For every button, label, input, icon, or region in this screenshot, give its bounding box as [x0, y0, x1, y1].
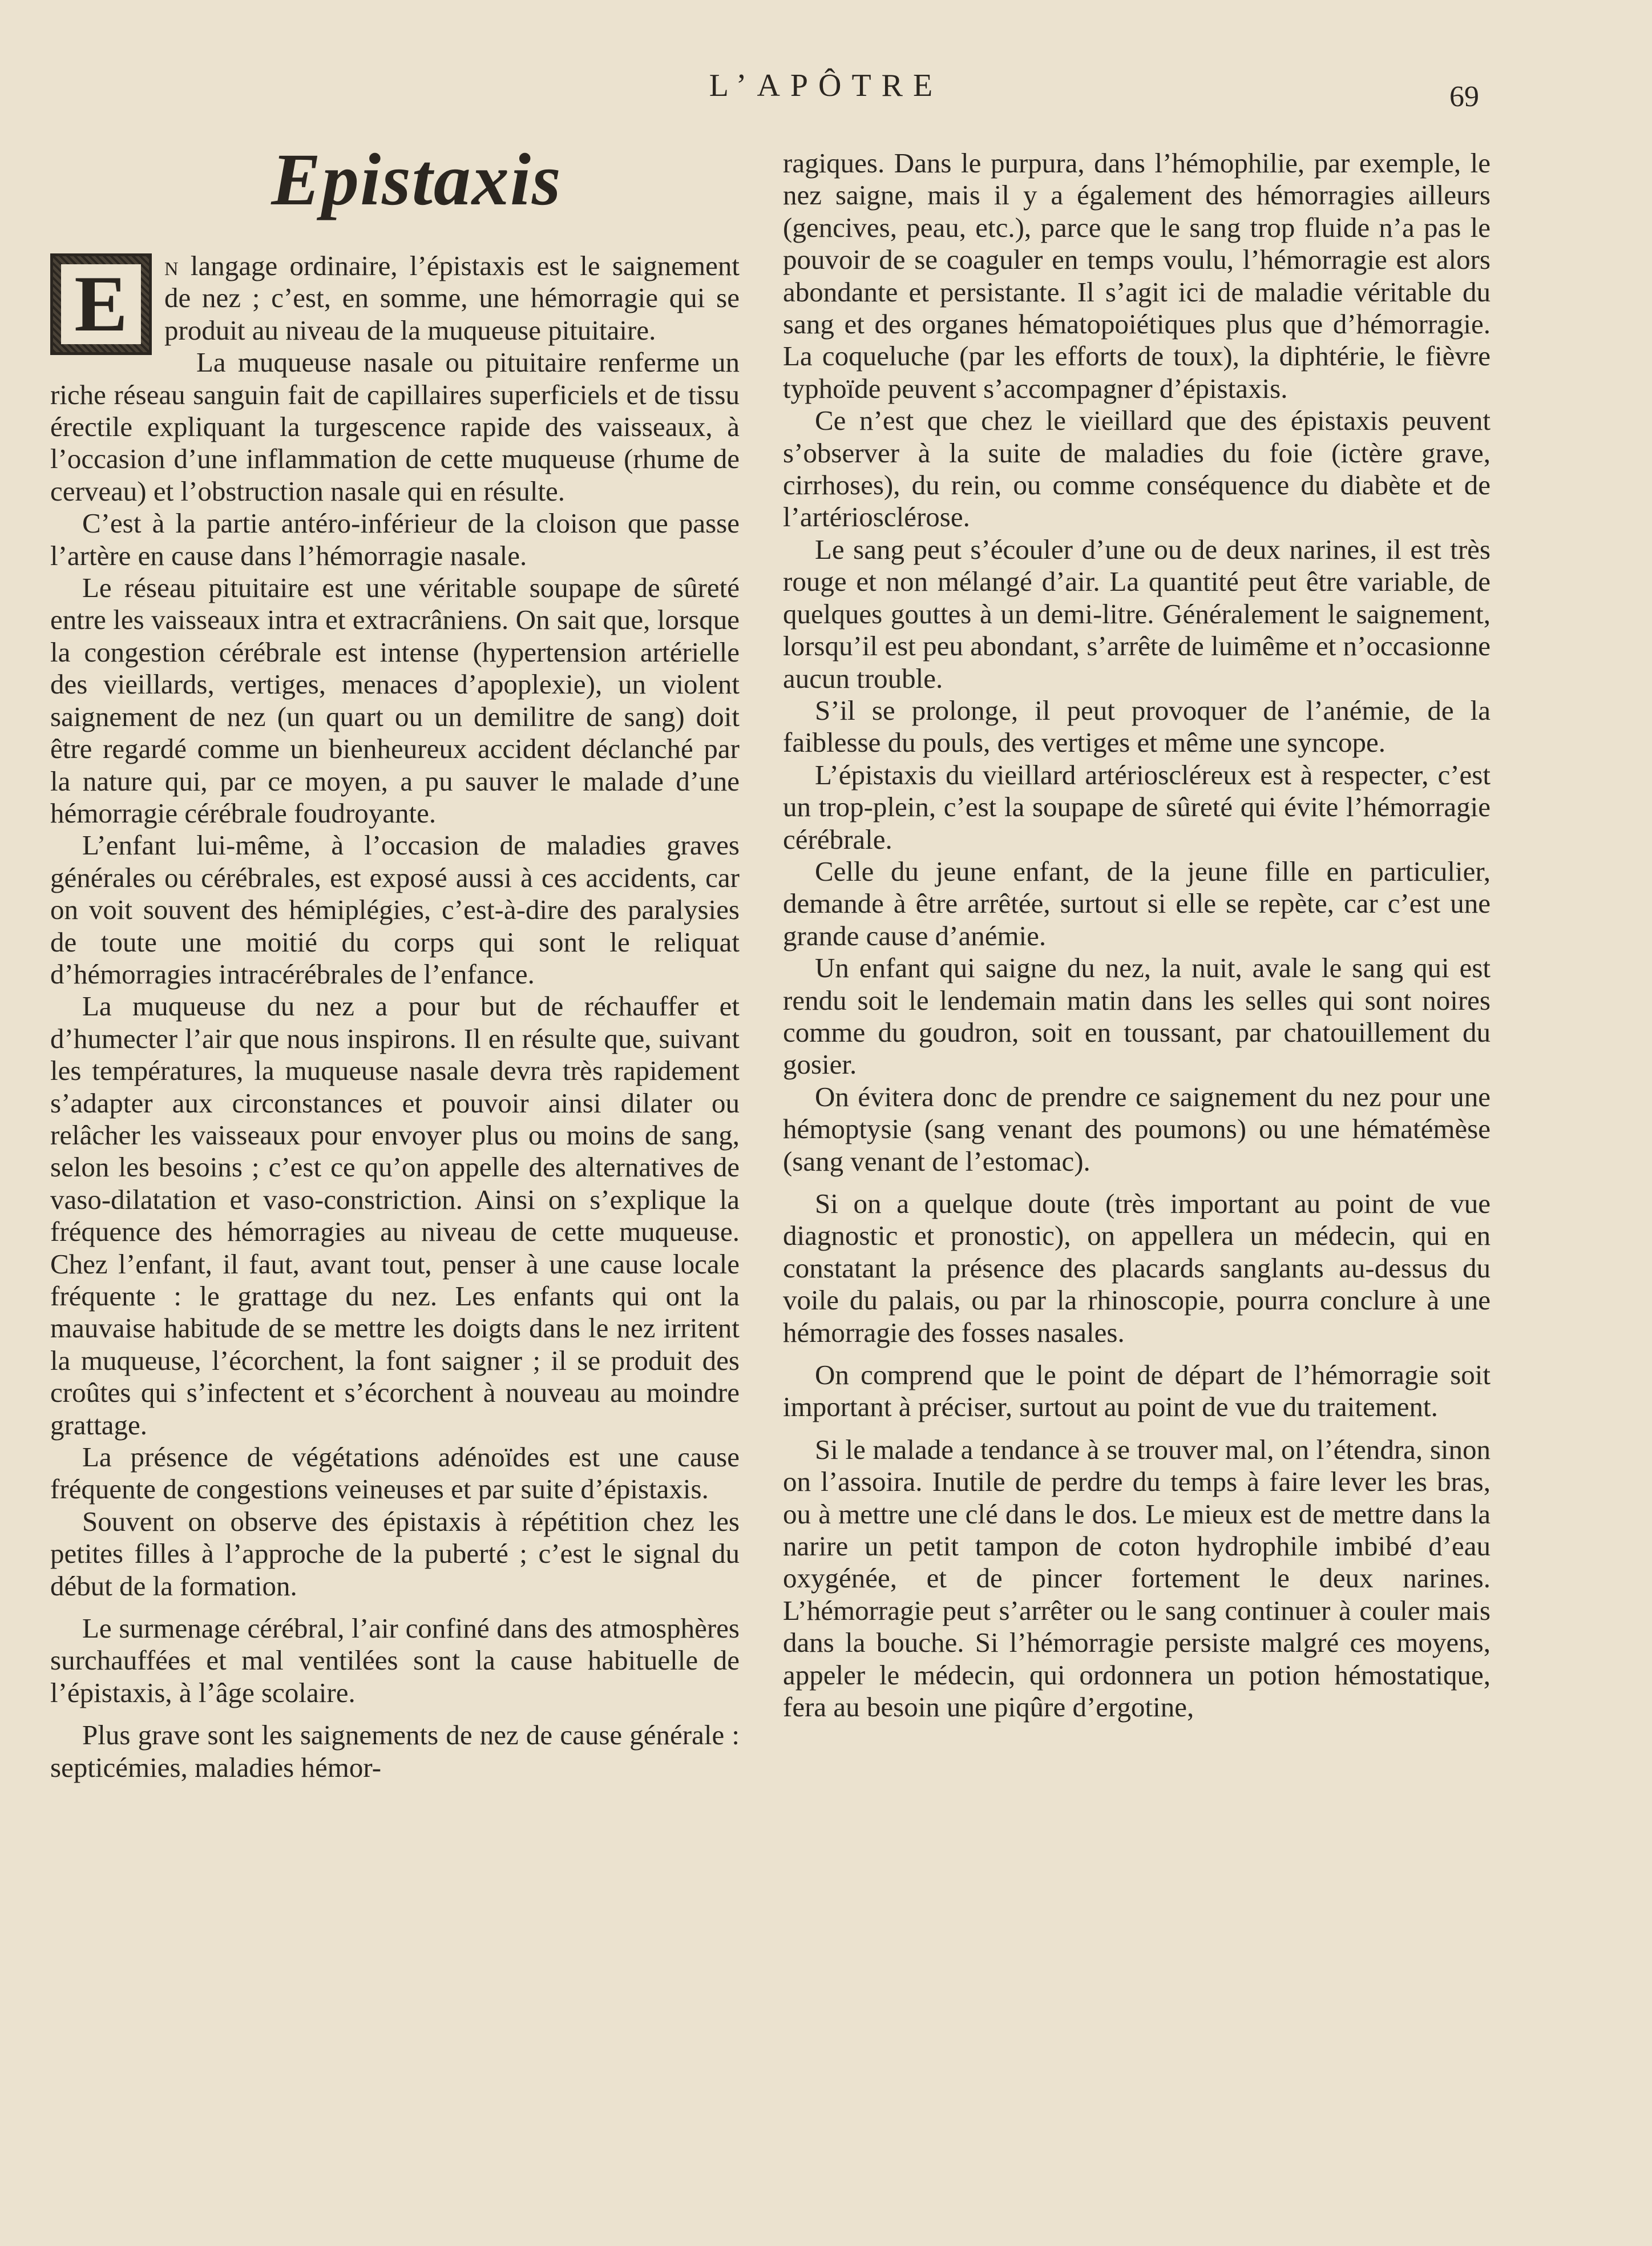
paragraph-text: langage ordinaire, l’épistaxis est le saignement de nez ; c’est, en somme, une hémorragie qui se produit au niveau de la muqueuse pituitaire.: [164, 250, 740, 346]
paragraph: Un enfant qui saigne du nez, la nuit, avale le sang qui est rendu soit le lendemain matin dans les selles qui sont noires comme du goudron, soit en toussant, par chatouillement du gosier.: [783, 952, 1491, 1080]
drop-cap-letter: E: [61, 264, 141, 344]
drop-cap-ornament: [50, 253, 152, 355]
paragraph: Souvent on observe des épistaxis à répétition chez les petites filles à l’approche de la puberté ; c’est le signal du début de la formation.: [50, 1505, 740, 1602]
paragraph: L’épistaxis du vieillard artérioscléreux est à respecter, c’est un trop-plein, c’est la soupape de sûreté qui évite l’hémorragie cérébrale.: [783, 759, 1491, 855]
running-head: L’APÔTRE: [709, 68, 943, 103]
paragraph: S’il se prolonge, il peut provoquer de l’anémie, de la faiblesse du pouls, des vertiges et même une syncope.: [783, 694, 1491, 759]
paragraph: ragiques. Dans le purpura, dans l’hémophilie, par exemple, le nez saigne, mais il y a également des hémorragies ailleurs (gencives, peau, etc.), parce que le sang trop fluide n’a pas le pouvoir de se coaguler en temps voulu, l’hémorragie est alors abondante et persistante. Il s’agit ici de maladie véritable du sang et des organes hématopoiétiques plus que d’hémorragie. La coqueluche (par les efforts de toux), la diphtérie, le fièvre typhoïde peuvent s’accompagner d’épistaxis.: [783, 147, 1491, 404]
paragraph: L’enfant lui-même, à l’occasion de maladies graves générales ou cérébrales, est exposé aussi à ces accidents, car on voit souvent des hémiplégies, c’est-à-dire des paralysies de toute une moitié du corps qui sont le reliquat d’hémorragies intracérébrales de l’enfance.: [50, 829, 740, 990]
paragraph: Plus grave sont les saignements de nez de cause générale : septicémies, maladies hémor-: [50, 1719, 740, 1783]
paragraph: La présence de végétations adénoïdes est une cause fréquente de congestions veineuses et par suite d’épistaxis.: [50, 1441, 740, 1505]
paragraph: Le surmenage cérébral, l’air confiné dans des atmosphères surchauffées et mal ventilées sont la cause habituelle de l’épistaxis, à l’âge scolaire.: [50, 1612, 740, 1708]
page-number: 69: [1449, 80, 1479, 113]
right-column: [783, 147, 1491, 1724]
paragraph: Le réseau pituitaire est une véritable soupape de sûreté entre les vaisseaux intra et extracrâniens. On sait que, lorsque la congestion cérébrale est intense (hypertension artérielle des vieillards, vertiges, menaces d’apoplexie), un violent saignement de nez (un quart ou un demilitre de sang) doit être regardé comme un bienheureux accident déclanché par la nature qui, par ce moyen, a pu sauver le malade d’une hémorragie cérébrale foudroyante.: [50, 572, 740, 829]
paragraph: Celle du jeune enfant, de la jeune fille en particulier, demande à être arrêtée, surtout si elle se repète, car c’est une grande cause d’anémie.: [783, 855, 1491, 951]
paragraph: On évitera donc de prendre ce saignement du nez pour une hémoptysie (sang venant des poumons) ou une hématémèse (sang venant de l’estomac).: [783, 1080, 1491, 1177]
paragraph: C’est à la partie antéro-inférieur de la cloison que passe l’artère en cause dans l’hémorragie nasale.: [50, 507, 740, 571]
left-column: [50, 250, 740, 1784]
lead-word: n: [164, 250, 179, 281]
paragraph: La muqueuse du nez a pour but de réchauffer et d’humecter l’air que nous inspirons. Il en résulte que, suivant les températures, la muqueuse nasale devra très rapidement s’adapter aux circonstances et pouvoir ainsi dilater ou relâcher les vaisseaux pour envoyer plus ou moins de sang, selon les besoins ; c’est ce qu’on appelle des alternatives de vaso-dilatation et vaso-constriction. Ainsi on s’explique la fréquence des hémorragies au niveau de cette muqueuse. Chez l’enfant, il faut, avant tout, penser à une cause locale fréquente : le grattage du nez. Les enfants qui ont la mauvaise habitude de se mettre les doigts dans le nez irritent la muqueuse, l’écorchent, la font saigner ; il se produit des croûtes qui s’infectent et s’écorchent à nouveau au moindre grattage.: [50, 990, 740, 1441]
article-title: Epistaxis: [271, 139, 562, 221]
paragraph: Si le malade a tendance à se trouver mal, on l’étendra, sinon on l’assoira. Inutile de perdre du temps à faire lever les bras, ou à mettre une clé dans le dos. Le mieux est de mettre dans la narire un petit tampon de coton hydrophile imbibé d’eau oxygénée, et de pincer fortement le deux narines. L’hémorragie peut s’arrêter ou le sang continuer à couler mais dans la bouche. Si l’hémorragie persiste malgré ces moyens, appeler le médecin, qui ordonnera un potion hémostatique, fera au besoin une piqûre d’ergotine,: [783, 1433, 1491, 1723]
paragraph: La muqueuse nasale ou pituitaire renferme un riche réseau sanguin fait de capillaires superficiels et de tissu érectile expliquant la turgescence rapide des vaisseaux, à l’occasion d’une inflammation de cette muqueuse (rhume de cerveau) et l’obstruction nasale qui en résulte.: [50, 346, 740, 507]
paragraph: On comprend que le point de départ de l’hémorragie soit important à préciser, surtout au point de vue du traitement.: [783, 1359, 1491, 1423]
paragraph: [50, 250, 740, 346]
paragraph: Le sang peut s’écouler d’une ou de deux narines, il est très rouge et non mélangé d’air. La quantité peut être variable, de quelques gouttes à un demi-litre. Généralement le saignement, lorsqu’il est peu abondant, s’arrête de luimême et n’occasionne aucun trouble.: [783, 533, 1491, 694]
paragraph: Ce n’est que chez le vieillard que des épistaxis peuvent s’observer à la suite de maladies du foie (ictère grave, cirrhoses), du rein, ou comme conséquence du diabète et de l’artériosclérose.: [783, 405, 1491, 533]
paragraph: Si on a quelque doute (très important au point de vue diagnostic et pronostic), on appellera un médecin, qui en constatant la présence des placards sanglants au-dessus du voile du palais, ou par la rhinoscopie, pourra conclure à une hémorragie des fosses nasales.: [783, 1188, 1491, 1348]
